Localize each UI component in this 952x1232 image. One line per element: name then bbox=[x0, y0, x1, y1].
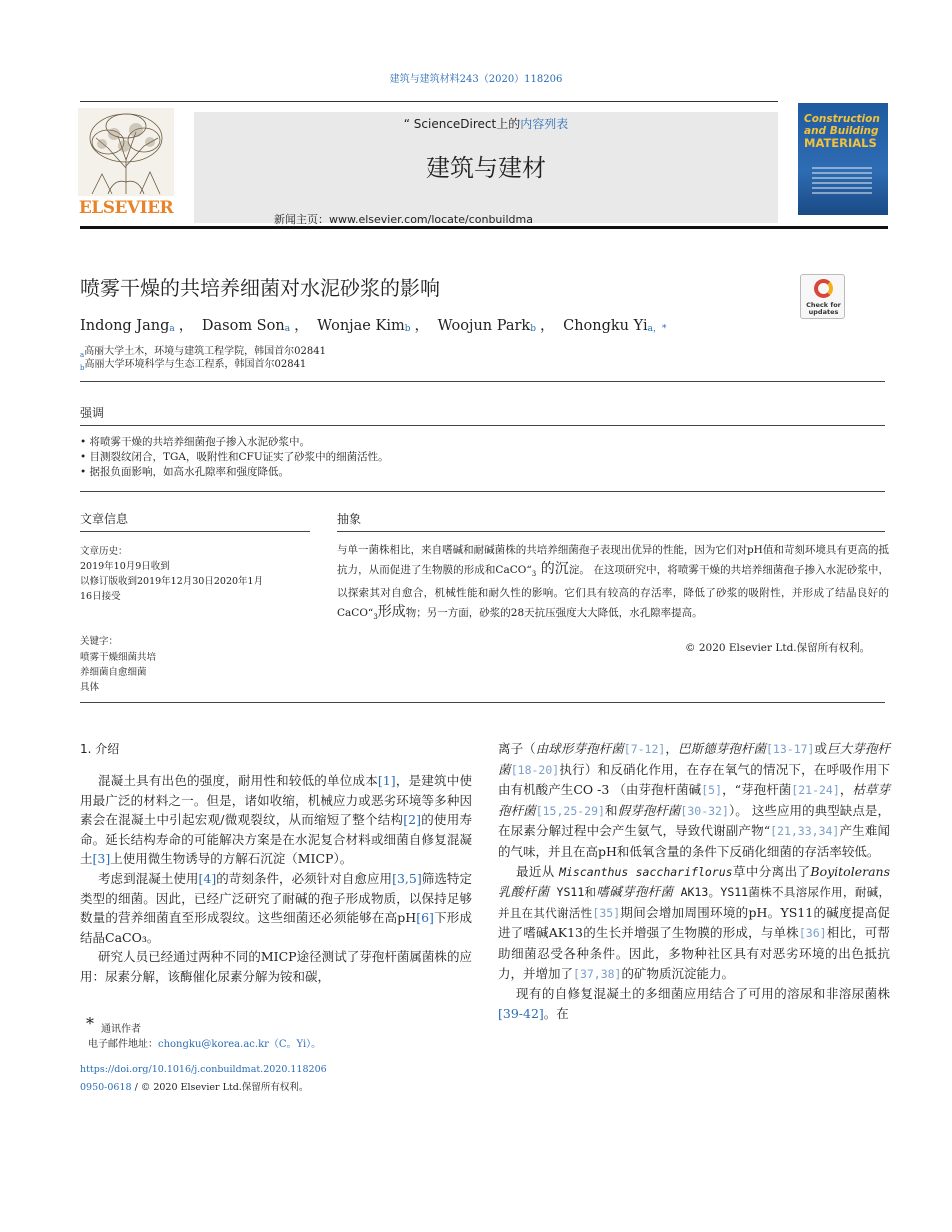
text-run: 产生难闻的气味，并且在高pH和低氧含量的条件下反硝化细菌的存活率较低。 bbox=[498, 823, 890, 859]
highlight-item: • 将喷雾干燥的共培养细菌孢子掺入水泥砂浆中。 bbox=[80, 436, 311, 448]
species-name: Boyitolerans乳酸杆菌 bbox=[498, 863, 890, 900]
history-line: 16日接受 bbox=[80, 591, 121, 602]
masthead-rule bbox=[80, 226, 888, 229]
paragraph bbox=[80, 771, 472, 869]
affiliation-mark: b bbox=[80, 364, 85, 372]
body-column-right bbox=[498, 739, 890, 1023]
author-name[interactable]: Woojun Park bbox=[437, 318, 531, 334]
keywords-label: 关键字： bbox=[80, 636, 119, 647]
text-run: 的矿物质沉淀能力。 bbox=[621, 965, 734, 981]
citation-link[interactable]: [7-12] bbox=[623, 742, 666, 756]
email-owner: （C。Yi）。 bbox=[268, 1039, 322, 1050]
abstract-part: 形成 bbox=[377, 604, 406, 621]
species-name: 假芽孢杆菌 bbox=[617, 802, 681, 818]
author-separator: ， bbox=[540, 318, 555, 334]
text-run: 执行）和反硝化作用，在存在氧气的情况下，在呼吸作用下由有机酸产生CO -3 （由芽孢杆菌碱 bbox=[498, 761, 890, 798]
article-info-heading: 文章信息 bbox=[80, 512, 129, 526]
abstract-text bbox=[337, 541, 889, 627]
abstract-part: 淀。 在这项研究中，将喷雾干燥的共培养细菌孢子掺入水泥砂浆中，以探索其对自愈合，机械性能和耐久性的影响。它们具有较高的存活率，降低了砂浆的吸附性，并形成了结晶良好的CaCO“ bbox=[337, 564, 889, 620]
text-run: ， bbox=[665, 741, 678, 756]
journal-cover[interactable] bbox=[798, 103, 888, 215]
author-affil-mark[interactable]: a，* bbox=[647, 324, 667, 334]
highlight-item: • 据报负面影响，如高水孔隙率和强度降低。 bbox=[80, 466, 290, 478]
issn-line bbox=[80, 1079, 308, 1093]
text-run: ， bbox=[839, 782, 853, 798]
paragraph bbox=[80, 947, 472, 986]
paragraph bbox=[498, 984, 890, 1023]
text-run: 最近从 bbox=[516, 863, 560, 879]
abstract-rule bbox=[337, 531, 885, 532]
citation-link[interactable]: [2] bbox=[403, 812, 421, 828]
corresponding-author-note: 通讯作者 bbox=[101, 1024, 141, 1035]
text-run: 的苛刻条件，必须针对自愈应用 bbox=[216, 870, 393, 886]
cover-decoration bbox=[812, 167, 872, 197]
section-rule bbox=[80, 491, 885, 492]
abstract-subscript: 3 bbox=[373, 613, 378, 622]
highlight-item: • 目测裂纹闭合，TGA，吸附性和CFU证实了砂浆中的细菌活性。 bbox=[80, 451, 389, 463]
text-run: 相比，可帮助细菌忍受各种条件。因此，多物种社区具有对恶劣环境的出色抵抗力，并增加了 bbox=[498, 925, 890, 981]
cover-title-line2: and Building bbox=[804, 125, 879, 137]
text-run: ，是建筑中使用最广泛的材料之一。但是，诸如收缩，机械应力或恶劣环境等多种因素会在混凝土中引起宏观/微观裂纹，从而缩短了整个结构 bbox=[80, 773, 472, 828]
species-name: 由球形芽孢杆菌 bbox=[535, 741, 624, 756]
homepage-label: 新闻主页： bbox=[274, 213, 329, 226]
text-run: 。在 bbox=[543, 1005, 569, 1021]
author-affil-mark[interactable]: a bbox=[169, 324, 175, 334]
citation-link[interactable]: [6] bbox=[416, 910, 434, 926]
abstract-copyright: © 2020 Elsevier Ltd.保留所有权利。 bbox=[685, 642, 871, 654]
text-run: 上使用微生物诱导的方解石沉淀（MICP）。 bbox=[110, 851, 353, 867]
species-name: Miscanthus sacchariflorus bbox=[559, 864, 733, 879]
affiliation-mark: a bbox=[80, 351, 85, 359]
journal-reference[interactable]: 建筑与建筑材料243（2020）118206 bbox=[389, 74, 563, 85]
text-run: 筛选特定类型的细菌。因此，已经广泛研究了耐碱的孢子形成物质，以保持足够数量的营养细菌直至形成裂纹。这些细菌还必须能够在高pH bbox=[80, 870, 472, 926]
cover-title-line1: Construction bbox=[804, 113, 880, 125]
author-list bbox=[80, 314, 666, 335]
crossmark-icon bbox=[814, 279, 833, 298]
author-name[interactable]: Dasom Son bbox=[201, 318, 285, 334]
text-run: 或 bbox=[814, 741, 828, 756]
text-run: ，“芽孢杆菌 bbox=[722, 782, 792, 798]
abstract-part: 与单一菌株相比，来自嗜碱和耐碱菌株的共培养细菌孢子表现出优异的性能，因为它们对pH值和苛刻环境具有更高的抵抗力，从而促进了生物膜的形成和CaCO“ bbox=[337, 544, 889, 576]
species-name: 巴斯德芽孢杆菌 bbox=[677, 741, 766, 756]
affiliation-b bbox=[80, 355, 306, 372]
citation-link[interactable]: [5] bbox=[701, 783, 723, 798]
author-affil-mark[interactable]: a bbox=[284, 324, 291, 334]
history-line: 以修订版收到2019年12月30日2020年1月 bbox=[80, 576, 264, 587]
text-run: 离子（ bbox=[498, 741, 536, 756]
citation-link[interactable]: [36] bbox=[798, 926, 827, 941]
citation-link[interactable]: [15,25-29] bbox=[535, 803, 605, 818]
text-run: 草中分离出了 bbox=[732, 863, 811, 879]
citation-link[interactable]: [18-20] bbox=[510, 762, 560, 777]
crossmark-text bbox=[801, 302, 846, 316]
text-run: 现有的自修复混凝土的多细菌应用结合了可用的溶尿和非溶尿菌株 bbox=[516, 986, 890, 1002]
sciencedirect-prefix: “ ScienceDirect上的 bbox=[403, 117, 521, 131]
paragraph bbox=[498, 739, 890, 862]
abstract-part: 物；另一方面，砂浆的28天抗压强度大大降低，水孔隙率提高。 bbox=[405, 607, 703, 620]
email-link[interactable]: chongku@korea.ac.kr bbox=[158, 1039, 269, 1050]
crossmark-line2: updates bbox=[808, 308, 839, 316]
citation-link[interactable]: [39-42] bbox=[498, 1005, 544, 1021]
text-run: 和 bbox=[604, 802, 618, 818]
cover-title-line3: MATERIALS bbox=[804, 136, 877, 150]
species-name: 巨大芽孢杆菌 bbox=[498, 741, 890, 777]
author-name[interactable]: Chongku Yi bbox=[563, 318, 648, 334]
citation-link[interactable]: [13-17] bbox=[766, 742, 815, 756]
citation-link[interactable]: [21,33,34] bbox=[770, 824, 840, 839]
text-run: 下形成结晶CaCO₃。 bbox=[80, 910, 472, 945]
text-run: 混凝土具有出色的强度，耐用性和较低的单位成本 bbox=[98, 773, 378, 788]
article-title: 喷雾干燥的共培养细菌对水泥砂浆的影响 bbox=[80, 276, 440, 300]
citation-link[interactable]: [30-32] bbox=[680, 803, 729, 818]
highlights-heading: 强调 bbox=[80, 406, 105, 420]
paragraph bbox=[80, 869, 472, 947]
author-separator: ， bbox=[294, 318, 309, 334]
doi-link[interactable]: https://doi.org/10.1016/j.conbuildmat.2020.118206 bbox=[80, 1064, 327, 1075]
introduction-heading: 1. 介绍 bbox=[80, 742, 120, 756]
info-rule bbox=[80, 531, 310, 532]
homepage-line bbox=[274, 211, 533, 227]
issn-link[interactable]: 0950-0618 bbox=[80, 1082, 132, 1093]
sciencedirect-line bbox=[194, 115, 778, 132]
text-run: 研究人员已经通过两种不同的MICP途径测试了芽孢杆菌属菌株的应用：尿素分解，该酶催化尿素分解为铵和碳， bbox=[80, 949, 472, 984]
affiliation-text: 高丽大学土木，环境与建筑工程学院，韩国首尔02841 bbox=[84, 346, 326, 357]
elsevier-wordmark: ELSEVIER bbox=[78, 198, 174, 218]
citation-link[interactable]: [21-24] bbox=[791, 783, 840, 798]
history-label: 文章历史： bbox=[80, 546, 128, 557]
footnote-star: * bbox=[86, 1014, 94, 1033]
email-line bbox=[88, 1035, 321, 1050]
cover-title bbox=[804, 113, 886, 149]
text-run: YS11和 bbox=[549, 885, 597, 900]
history-line: 2019年10月9日收到 bbox=[80, 561, 170, 572]
paragraph bbox=[498, 862, 890, 985]
author-name[interactable]: Indong Jang bbox=[80, 318, 170, 334]
homepage-url[interactable]: www.elsevier.com/locate/conbuildma bbox=[329, 213, 533, 226]
abstract-part: 的沉 bbox=[536, 561, 569, 577]
contents-link[interactable]: 内容列表 bbox=[520, 117, 569, 131]
author-separator: ， bbox=[178, 318, 194, 334]
species-name: 嗜碱芽孢杆菌 bbox=[596, 884, 674, 900]
keyword: 具体 bbox=[80, 682, 100, 693]
text-run: ）。 这些应用的典型缺点是，在尿素分解过程中会产生氨气，导致代谢副产物“ bbox=[498, 802, 890, 839]
citation-link[interactable]: [4] bbox=[198, 870, 217, 886]
text-run: 的使用寿命。延长结构寿命的可能解决方案是在水泥复合材料或细菌自修复混凝土 bbox=[80, 812, 472, 867]
email-label: 电子邮件地址： bbox=[88, 1039, 158, 1050]
author-affil-mark[interactable]: b bbox=[404, 324, 411, 334]
citation-link[interactable]: [3] bbox=[92, 851, 111, 867]
affiliation-text: 高丽大学环境科学与生态工程系，韩国首尔02841 bbox=[84, 359, 307, 370]
citation-link[interactable]: [1] bbox=[377, 773, 396, 788]
body-column-left bbox=[80, 771, 472, 987]
author-separator: ， bbox=[414, 318, 429, 334]
author-affil-mark[interactable]: b bbox=[530, 324, 536, 334]
keyword: 养细菌自愈细菌 bbox=[80, 667, 147, 678]
top-rule bbox=[80, 101, 778, 102]
text-run: 期间会增加周围环境的pH。YS11的碱度提高促进了嗜碱AK13的生长并增强了生物膜的形成，与单株 bbox=[498, 904, 890, 941]
section-rule bbox=[80, 381, 885, 382]
crossmark-line1: Check for bbox=[806, 301, 841, 309]
abstract-subscript: 3 bbox=[531, 570, 537, 579]
author-name[interactable]: Wonjae Kim bbox=[317, 318, 405, 334]
abstract-heading: 抽象 bbox=[337, 512, 362, 526]
keyword: 喷雾干燥细菌共培 bbox=[80, 652, 157, 663]
species-name: 枯草芽孢杆菌 bbox=[498, 782, 890, 818]
section-rule bbox=[80, 702, 885, 703]
check-for-updates-badge[interactable] bbox=[800, 274, 845, 319]
text-run: AK13。YS11菌株不具溶尿作用，耐碱，并且在其代谢活性 bbox=[498, 885, 890, 920]
citation-link[interactable]: [35] bbox=[592, 905, 621, 920]
issn-rest: / © 2020 Elsevier Ltd.保留所有权利。 bbox=[131, 1082, 309, 1093]
section-rule bbox=[80, 425, 885, 426]
text-run: 考虑到混凝土使用 bbox=[98, 870, 199, 886]
journal-name: 建筑与建材 bbox=[426, 154, 546, 182]
citation-link[interactable]: [3,5] bbox=[392, 870, 422, 886]
citation-link[interactable]: [37,38] bbox=[573, 966, 622, 981]
